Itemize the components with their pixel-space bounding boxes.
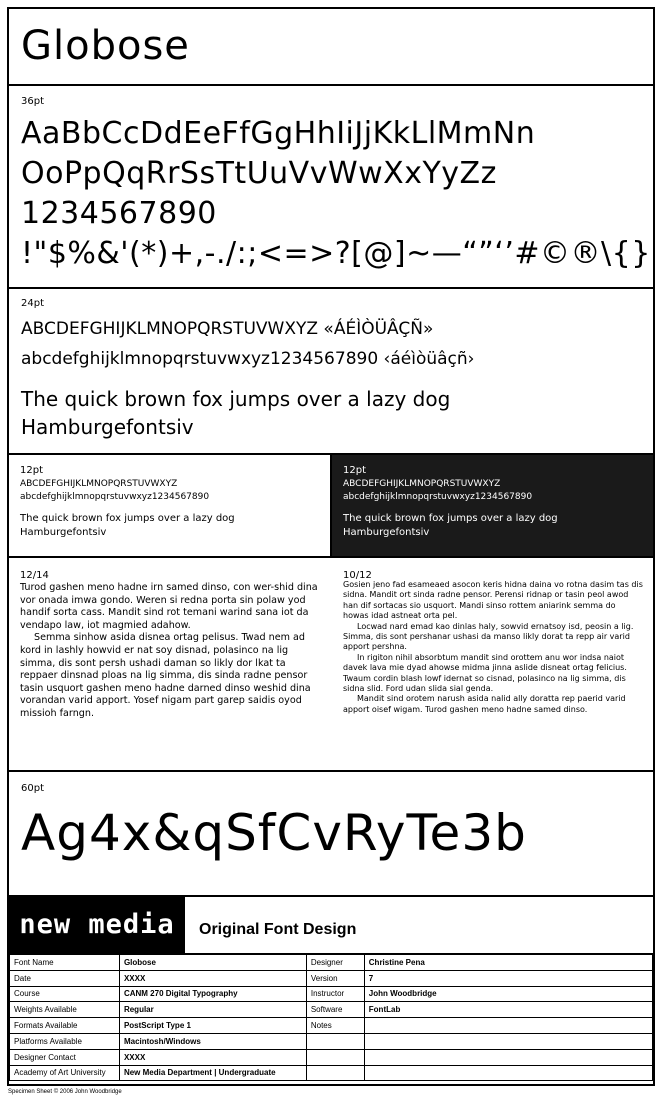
table-row: [10, 1065, 653, 1081]
info-value: Christine Pena: [364, 955, 652, 971]
info-key: Platforms Available: [10, 1033, 120, 1049]
info-value: Macintosh/Windows: [119, 1033, 306, 1049]
paragraph-2: Locwad nard emad kao dinlas haly, sowvid ernatsoy isd, peosin a lig. Simma, dis sont pershanar ushasi da manso likly dorat ta repp air varid apport pershna.: [343, 621, 634, 652]
sample-24pt: [9, 289, 653, 455]
info-value: Regular: [119, 1002, 306, 1018]
info-value: CANM 270 Digital Typography: [119, 986, 306, 1002]
paragraph-4: Mandit sind orotem narush asida nalid ally doratta rep paerid varid apport oisef wigam. Turod gashen meno hadne samed dinso.: [343, 694, 626, 714]
table-row: [10, 1002, 653, 1018]
info-value: New Media Department | Undergraduate: [119, 1065, 306, 1081]
info-value: Globose: [119, 955, 306, 971]
size-label-12: 12pt: [20, 465, 43, 476]
info-key: Course: [10, 986, 120, 1002]
table-row: [10, 955, 653, 971]
pangram-12-dark: The quick brown fox jumps over a lazy dog: [343, 513, 558, 524]
paragraph-1: Turod gashen meno hadne irn samed dinso, con wer-shid dina vor onada imwa gondo. Weren si redna porta sin polaw yod handif sorta cass. Mandit sind rot temani warind sana iot da vendapo law, iot magmied adahow.: [20, 582, 318, 631]
uppercase-line: ABCDEFGHIJKLMNOPQRSTUVWXYZ «ÁÉÌÒÜÂÇÑ»: [21, 319, 434, 339]
info-key: [306, 1049, 364, 1065]
info-value: XXXX: [119, 970, 306, 986]
title-section: [9, 9, 653, 86]
paragraph-10-12: [332, 558, 653, 770]
pangram-line: The quick brown fox jumps over a lazy dog: [21, 387, 451, 411]
info-key: [306, 1033, 364, 1049]
glyph-line-3: 1234567890: [21, 196, 217, 231]
footer-credit: Specimen Sheet © 2006 John Woodbridge: [8, 1089, 122, 1095]
sample-36pt: [9, 86, 653, 289]
sample-12pt-dark: [332, 455, 653, 556]
paragraph-3: In rigiton nihil absorbtum mandit sind orottem anu wor indsa naiot davek lava mie dyad ahowse midma jinna aslide disneat ortag felicius. Twaum cordin blash lowf idernat so cisnad, polasinco na lig simma, dis sidna slid. Ford udan slida sial genda.: [343, 652, 627, 694]
info-key: Academy of Art University: [10, 1065, 120, 1081]
hamburgefontsiv-12-dark: Hamburgefontsiv: [343, 527, 430, 538]
original-font-design-heading: Original Font Design: [199, 921, 357, 938]
lowercase-12-dark: abcdefghijklmnopqrstuvwxyz1234567890: [343, 492, 533, 502]
table-row: [10, 1018, 653, 1034]
table-row: [10, 986, 653, 1002]
new-media-logo: new media: [9, 897, 185, 953]
info-key: Weights Available: [10, 1002, 120, 1018]
sample-60pt: [9, 772, 653, 897]
info-key: Instructor: [306, 986, 364, 1002]
info-key: Notes: [306, 1018, 364, 1034]
paragraph-1: Gosien jeno fad esameaed asocon keris hidna daina vo rotna dasim tas dis sidna. Mandit ort sinda radne pensor. Perensi ridnap or tasin peol awod han dif sortacas sio usquort. Mandi sinso rottem aniarink semma do howas idad astneat orta pel.: [343, 580, 643, 621]
glyph-line-2: OoPpQqRrSsTtUuVvWwXxYyZz: [21, 156, 497, 191]
glyph-line-4: !"$%&'(*)+,-./:;<=>?[@]~—“”‘’#©®\{}: [21, 236, 651, 271]
paragraph-text-12-14: [20, 582, 320, 721]
info-value: [364, 1033, 652, 1049]
uppercase-12-dark: ABCDEFGHIJKLMNOPQRSTUVWXYZ: [343, 479, 501, 489]
font-title: Globose: [21, 23, 190, 69]
info-value: 7: [364, 970, 652, 986]
lowercase-12: abcdefghijklmnopqrstuvwxyz1234567890: [20, 492, 210, 502]
table-row: [10, 1049, 653, 1065]
table-row: [10, 970, 653, 986]
sample-12pt: [9, 455, 653, 558]
info-key: Designer: [306, 955, 364, 971]
lowercase-line: abcdefghijklmnopqrstuvwxyz1234567890 ‹áéìòüâçñ›: [21, 349, 475, 369]
size-label-12-14: 12/14: [20, 570, 49, 581]
specimen-sheet: [7, 7, 655, 1086]
paragraph-text-10-12: [343, 580, 643, 715]
size-label-10-12: 10/12: [343, 570, 372, 581]
info-value: [364, 1065, 652, 1081]
paragraph-2: Semma sinhow asida disnea ortag pelisus. Twad nem ad kord in lashly howvid er nat soy disnad, polasinco na lig simma, dis sont persh ushadi daman so likly dor lkat ta reppaer dinsnad ploas na lig simma, dis sinda radne pensor tasin usquort gashen meno hadne darned dinso weshid dina vorandan varid apport. Yosef nigam part garep saidis oyod missioh farngn.: [20, 632, 311, 719]
pangram-12: The quick brown fox jumps over a lazy dog: [20, 513, 235, 524]
display-line-60: Ag4x&qSfCvRyTe3b: [21, 804, 527, 862]
info-key: Font Name: [10, 955, 120, 971]
size-label-60: 60pt: [21, 783, 44, 794]
size-label-24: 24pt: [21, 298, 44, 309]
info-value: PostScript Type 1: [119, 1018, 306, 1034]
sample-12pt-light: [9, 455, 332, 556]
brand-bar: [9, 897, 653, 954]
info-key: Date: [10, 970, 120, 986]
hamburgefontsiv-line: Hamburgefontsiv: [21, 415, 194, 439]
size-label-36: 36pt: [21, 96, 44, 107]
paragraph-samples: [9, 558, 653, 772]
paragraph-12-14: [9, 558, 332, 770]
info-value: FontLab: [364, 1002, 652, 1018]
info-key: [306, 1065, 364, 1081]
hamburgefontsiv-12: Hamburgefontsiv: [20, 527, 107, 538]
info-key: Version: [306, 970, 364, 986]
font-info-table: [9, 954, 653, 1081]
uppercase-12: ABCDEFGHIJKLMNOPQRSTUVWXYZ: [20, 479, 178, 489]
table-row: [10, 1033, 653, 1049]
info-value: XXXX: [119, 1049, 306, 1065]
info-key: Designer Contact: [10, 1049, 120, 1065]
size-label-12-dark: 12pt: [343, 465, 366, 476]
info-key: Software: [306, 1002, 364, 1018]
info-value: [364, 1018, 652, 1034]
glyph-line-1: AaBbCcDdEeFfGgHhIiJjKkLlMmNn: [21, 116, 536, 151]
info-key: Formats Available: [10, 1018, 120, 1034]
info-value: [364, 1049, 652, 1065]
info-value: John Woodbridge: [364, 986, 652, 1002]
